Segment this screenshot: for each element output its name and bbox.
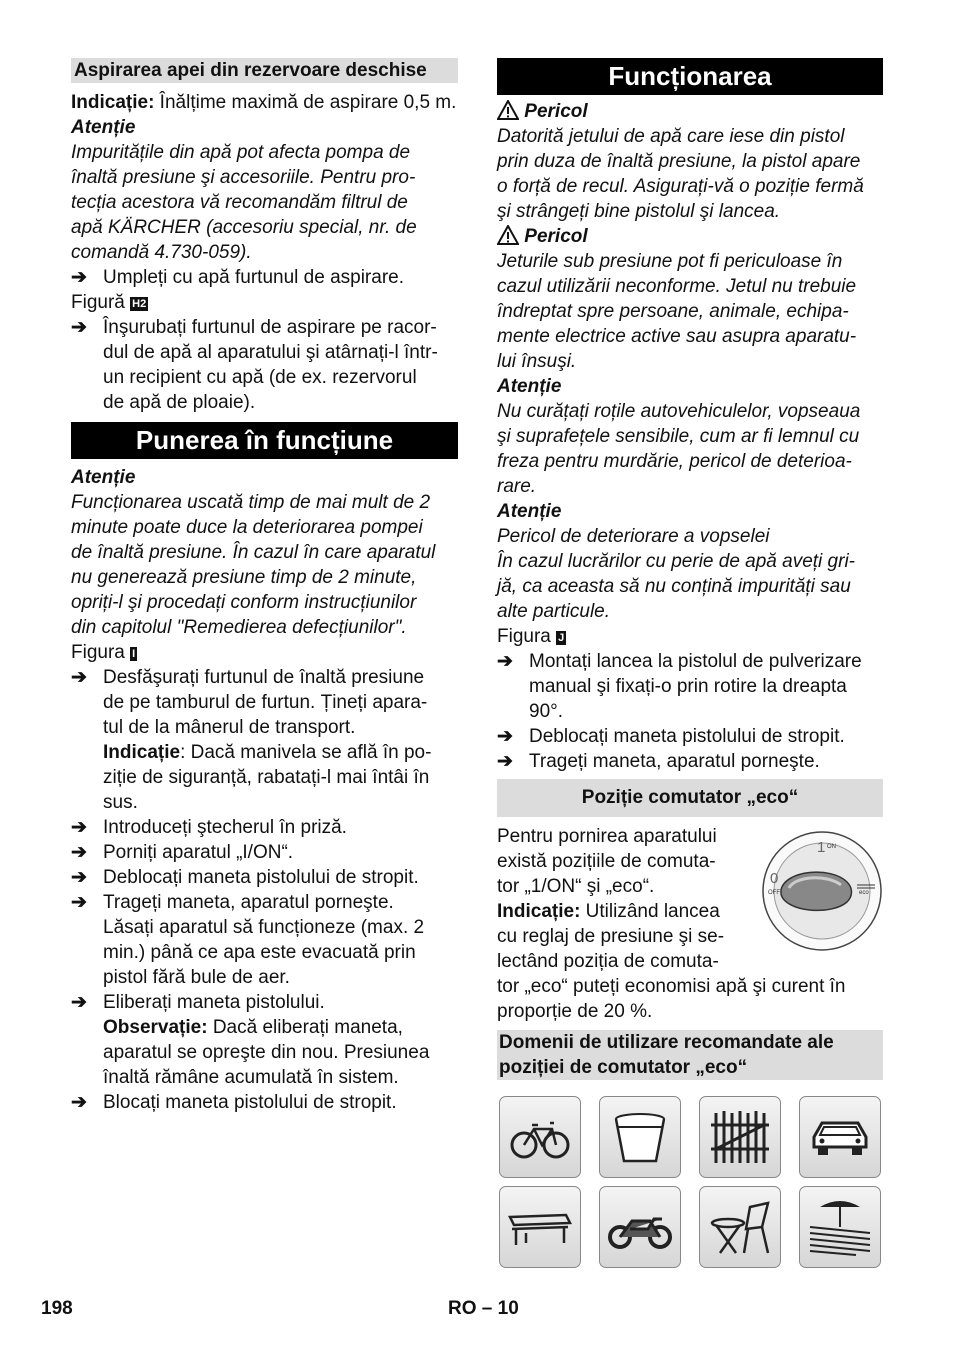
step-item: ➔ Trageți maneta, aparatul porneşte. (497, 751, 820, 772)
step-item: ➔ Desfăşurați furtunul de înaltă presiune de pe tamburul de furtun. Țineți apara- tul de la mânerul de transport. Indicație: Dacă manivela se află în po- ziție de siguranță, rabatați-l mai întâi în sus. (71, 667, 432, 813)
page-label: RO – 10 (448, 1298, 519, 1319)
arrow-icon: ➔ (71, 892, 87, 913)
dial-on-label: ON (827, 844, 836, 850)
figure-badge: J (558, 632, 565, 644)
step-item: ➔ Deblocați maneta pistolului de stropit. (497, 726, 845, 747)
right-column (497, 58, 883, 1268)
eco-switch-dial-image (761, 830, 883, 952)
section-heading-aspirare: Aspirarea apei din rezervoare deschise (71, 58, 458, 83)
dial-eco-label: eco (859, 890, 869, 896)
caution-text: Impuritățile din apă pot afecta pompa de înaltă presiune şi accesoriile. Pentru pro- tecția acestora vă recomandăm filtrul de apă KÄRCHER (accesoriu special, nr. de comandă 4.730-059). (71, 142, 417, 263)
step-item: ➔ Înşurubați furtunul de aspirare pe racor- dul de apă al aparatului şi atârnați-l într- un recipient cu apă (de ex. rezervorul de apă de ploaie). (71, 317, 438, 413)
flower-pot-icon (599, 1096, 681, 1178)
arrow-icon: ➔ (497, 726, 513, 747)
figure-ref: Figura J (497, 626, 565, 647)
caution-text: Funcționarea uscată timp de mai mult de 2 minute poate duce la deteriorarea pompei de înaltă presiune. În cazul în care aparatul nu generează presiune timp de 2 minute, opriți-l şi procedați conform instrucțiunilor din capitolul "Remedierea defecțiunilor". (71, 492, 436, 638)
section-heading-eco: Poziție comutator „eco“ (497, 779, 883, 817)
step-item: ➔ Blocați maneta pistolului de stropit. (71, 1092, 397, 1113)
arrow-icon: ➔ (71, 317, 87, 338)
caution-label: Atenție (497, 376, 562, 397)
eco-section: 1 ON 0 OFF eco Pentru pornirea aparatului există pozițiile de comuta- tor „1/ON“ şi „eco“. Indicație: Utilizând lancea cu reglaj de presiune şi se- lectând poziția de comuta- tor „eco“ puteți economisi apă şi curent în proporție de 20 %. (497, 824, 883, 1024)
step-item: ➔ Eliberați maneta pistolului. Observație: Dacă eliberați maneta, aparatul se opreşte din nou. Presiunea înaltă rămâne acumulată în sistem. (71, 992, 430, 1088)
arrow-icon: ➔ (497, 651, 513, 672)
motorcycle-icon (599, 1186, 681, 1268)
arrow-icon: ➔ (71, 992, 87, 1013)
dial-zero-label: 0 (770, 870, 779, 887)
dial-one-label: 1 (817, 839, 826, 856)
section-heading-functionarea: Funcționarea (497, 58, 883, 95)
arrow-icon: ➔ (71, 817, 87, 838)
caution-label: Atenție (71, 117, 136, 138)
figure-badge: I (132, 648, 136, 660)
arrow-icon: ➔ (71, 867, 87, 888)
figure-ref: Figură H2 (71, 292, 147, 313)
section-heading-punerea: Punerea în funcțiune (71, 422, 458, 459)
figure-badge: H2 (132, 298, 147, 310)
arrow-icon: ➔ (497, 751, 513, 772)
warning-icon (497, 225, 519, 245)
arrow-icon: ➔ (71, 1092, 87, 1113)
step-item: ➔ Porniți aparatul „I/ON“. (71, 842, 294, 863)
terrace-icon (799, 1186, 881, 1268)
section-heading-domenii: Domenii de utilizare recomandate ale poziției de comutator „eco“ (497, 1030, 883, 1080)
garden-furniture-icon (699, 1186, 781, 1268)
note-paragraph: Indicație: Înălțime maximă de aspirare 0,5 m. (71, 92, 457, 113)
caution-label: Atenție (497, 501, 562, 522)
page-number: 198 (41, 1298, 73, 1319)
step-item: ➔ Umpleți cu apă furtunul de aspirare. (71, 267, 404, 288)
arrow-icon: ➔ (71, 842, 87, 863)
danger-label: Pericol (497, 224, 883, 249)
fence-icon (699, 1096, 781, 1178)
bicycle-icon (499, 1096, 581, 1178)
danger-text: Datorită jetului de apă care iese din pistol prin duza de înaltă presiune, la pistol apare o forță de recul. Asigurați-vă o poziție fermă şi strângeți bine pistolul şi lancea. (497, 126, 864, 222)
danger-text: Jeturile sub presiune pot fi periculoase în cazul utilizării neconforme. Jetul nu trebuie îndreptat spre persoane, animale, echipa- mente electrice active sau asupra aparatu- lui însuşi. (497, 251, 857, 372)
caution-text: Pericol de deteriorare a vopselei În cazul lucrărilor cu perie de apă aveți gri- jă, ca aceasta să nu conțină impurități sau alte particule. (497, 526, 856, 622)
danger-label: Pericol (497, 99, 883, 124)
arrow-icon: ➔ (71, 667, 87, 688)
warning-icon (497, 100, 519, 120)
car-icon (799, 1096, 881, 1178)
eco-applications-grid (499, 1096, 883, 1268)
figure-ref: Figura I (71, 642, 136, 663)
step-item: ➔ Trageți maneta, aparatul porneşte. Lăsați aparatul să funcționeze (max. 2 min.) până ce apa este evacuată prin pistol fără bule de aer. (71, 892, 425, 988)
dial-off-label: OFF (768, 890, 780, 896)
bench-icon (499, 1186, 581, 1268)
left-column (71, 58, 458, 1115)
caution-label: Atenție (71, 467, 136, 488)
step-item: ➔ Montați lancea la pistolul de pulverizare manual şi fixați-o prin rotire la dreapta 90°. (497, 651, 862, 722)
step-item: ➔ Introduceți ştecherul în priză. (71, 817, 347, 838)
arrow-icon: ➔ (71, 267, 87, 288)
caution-text: Nu curățați roțile autovehiculelor, vopseaua şi suprafețele sensibile, cum ar fi lemnul cu freza pentru murdărie, pericol de deterioa- rare. (497, 401, 861, 497)
step-item: ➔ Deblocați maneta pistolului de stropit. (71, 867, 419, 888)
